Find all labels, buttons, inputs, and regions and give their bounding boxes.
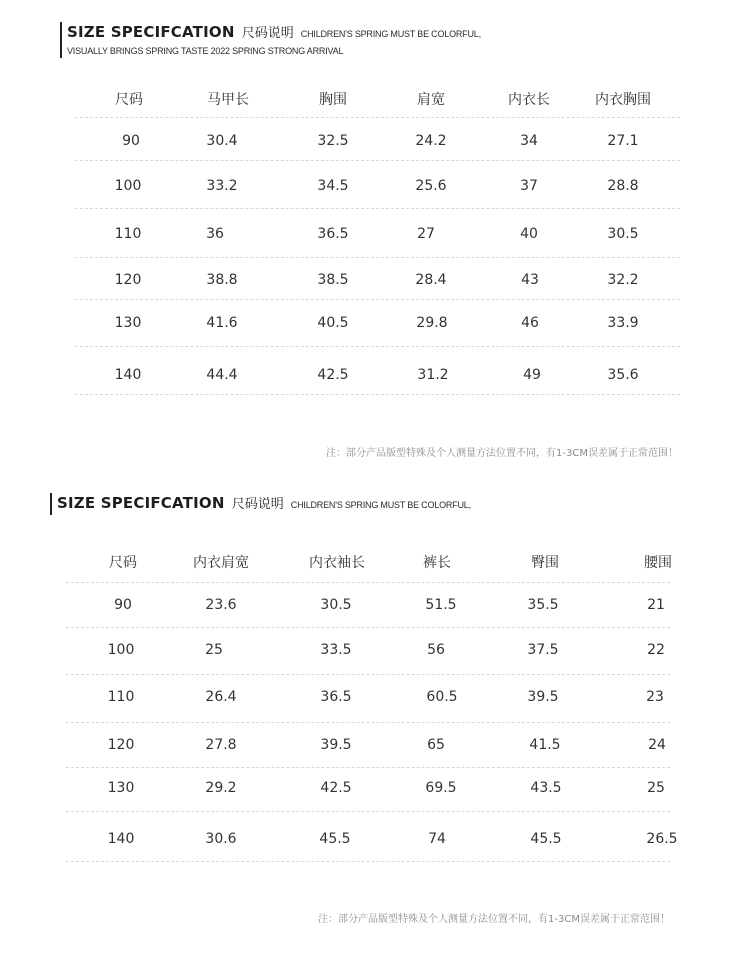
table-header-row xyxy=(0,85,750,115)
table-cell: 29.8 xyxy=(416,315,448,331)
table-cell: 25 xyxy=(205,642,223,658)
row-divider xyxy=(66,811,670,812)
table-cell: 28.4 xyxy=(415,272,447,288)
table-cell: 21 xyxy=(647,597,665,613)
table-cell: 44.4 xyxy=(206,367,238,383)
row-divider xyxy=(66,722,670,723)
table-cell: 25 xyxy=(647,780,665,796)
table-cell: 100 xyxy=(114,178,142,194)
size-table-1-section xyxy=(0,0,750,470)
table-row xyxy=(0,824,750,854)
header-line-1 xyxy=(67,22,481,44)
row-divider xyxy=(75,394,680,395)
table-cell: 43.5 xyxy=(530,780,562,796)
table-row xyxy=(0,635,750,665)
table-cell: 35.5 xyxy=(527,597,559,613)
column-header: 内衣袖长 xyxy=(309,555,365,571)
table-cell: 40 xyxy=(520,226,538,242)
table-cell: 33.2 xyxy=(206,178,238,194)
row-divider xyxy=(75,299,680,300)
table-cell: 26.4 xyxy=(205,689,237,705)
table-cell: 90 xyxy=(114,597,132,613)
header-subtitle-2: VISUALLY BRINGS SPRING TASTE 2022 SPRING STRONG ARRIVAL xyxy=(67,46,344,56)
table-cell: 36.5 xyxy=(320,689,352,705)
table-cell: 120 xyxy=(114,272,142,288)
table-cell: 23 xyxy=(646,689,664,705)
table-cell: 23.6 xyxy=(205,597,237,613)
table-cell: 30.5 xyxy=(607,226,639,242)
table-cell: 27 xyxy=(417,226,435,242)
row-divider xyxy=(66,767,670,768)
table-cell: 49 xyxy=(523,367,541,383)
column-header: 臀围 xyxy=(531,555,559,571)
table-cell: 31.2 xyxy=(417,367,449,383)
table-cell: 40.5 xyxy=(317,315,349,331)
table-cell: 22 xyxy=(647,642,665,658)
table-row xyxy=(0,730,750,760)
column-header: 胸围 xyxy=(319,92,347,108)
measurement-note: 注：部分产品版型特殊及个人测量方法位置不同，有1-3CM误差属于正常范围！ xyxy=(326,448,678,459)
table-cell: 41.6 xyxy=(206,315,238,331)
table-cell: 140 xyxy=(114,367,142,383)
table-cell: 45.5 xyxy=(319,831,351,847)
header-title-cn: 尺码说明 xyxy=(241,26,294,41)
table-row xyxy=(0,590,750,620)
column-header: 内衣肩宽 xyxy=(193,555,249,571)
header-line-1 xyxy=(57,493,471,515)
table-row xyxy=(0,219,750,249)
table-cell: 46 xyxy=(521,315,539,331)
table-cell: 30.4 xyxy=(206,133,238,149)
row-divider xyxy=(75,346,680,347)
table-cell: 35.6 xyxy=(607,367,639,383)
row-divider xyxy=(75,257,680,258)
column-header: 马甲长 xyxy=(207,92,249,108)
table-row xyxy=(0,360,750,390)
table-cell: 43 xyxy=(521,272,539,288)
header-title-cn: 尺码说明 xyxy=(231,497,284,512)
table-cell: 38.5 xyxy=(317,272,349,288)
table-row xyxy=(0,682,750,712)
column-header: 尺码 xyxy=(109,555,137,571)
table-cell: 90 xyxy=(122,133,140,149)
table-cell: 69.5 xyxy=(425,780,457,796)
table-cell: 28.8 xyxy=(607,178,639,194)
table-cell: 140 xyxy=(107,831,135,847)
table-cell: 34.5 xyxy=(317,178,349,194)
table-cell: 30.5 xyxy=(320,597,352,613)
table-cell: 100 xyxy=(107,642,135,658)
table-cell: 32.5 xyxy=(317,133,349,149)
size-table-2-section xyxy=(0,480,750,966)
table-cell: 120 xyxy=(107,737,135,753)
column-header: 裤长 xyxy=(423,555,451,571)
table-cell: 74 xyxy=(428,831,446,847)
row-divider xyxy=(75,160,680,161)
table-cell: 56 xyxy=(427,642,445,658)
row-divider xyxy=(66,861,670,862)
table-cell: 33.5 xyxy=(320,642,352,658)
column-header: 肩宽 xyxy=(417,92,445,108)
table-row xyxy=(0,171,750,201)
table-row xyxy=(0,265,750,295)
table-cell: 26.5 xyxy=(646,831,678,847)
column-header: 尺码 xyxy=(115,92,143,108)
table-cell: 39.5 xyxy=(527,689,559,705)
table-cell: 37.5 xyxy=(527,642,559,658)
table-header-row xyxy=(0,548,750,578)
table-cell: 27.8 xyxy=(205,737,237,753)
table-cell: 32.2 xyxy=(607,272,639,288)
table-cell: 130 xyxy=(107,780,135,796)
header-title: SIZE SPECIFCATION xyxy=(57,494,225,512)
row-divider xyxy=(66,582,670,583)
row-divider xyxy=(66,674,670,675)
table-row xyxy=(0,308,750,338)
table-cell: 41.5 xyxy=(529,737,561,753)
header-subtitle: CHILDREN'S SPRING MUST BE COLORFUL, xyxy=(300,29,481,39)
table-cell: 24.2 xyxy=(415,133,447,149)
row-divider xyxy=(66,627,670,628)
table-cell: 38.8 xyxy=(206,272,238,288)
measurement-note: 注：部分产品版型特殊及个人测量方法位置不同，有1-3CM误差属于正常范围！ xyxy=(318,914,670,925)
table-cell: 34 xyxy=(520,133,538,149)
table-cell: 39.5 xyxy=(320,737,352,753)
size-table-2-header xyxy=(50,493,471,515)
table-cell: 27.1 xyxy=(607,133,639,149)
size-table-1-header xyxy=(60,22,481,58)
table-cell: 36.5 xyxy=(317,226,349,242)
table-cell: 36 xyxy=(206,226,224,242)
table-cell: 33.9 xyxy=(607,315,639,331)
header-subtitle: CHILDREN'S SPRING MUST BE COLORFUL, xyxy=(290,500,471,510)
header-title: SIZE SPECIFCATION xyxy=(67,23,235,41)
table-cell: 37 xyxy=(520,178,538,194)
table-cell: 25.6 xyxy=(415,178,447,194)
column-header: 内衣长 xyxy=(508,92,550,108)
table-cell: 65 xyxy=(427,737,445,753)
table-cell: 51.5 xyxy=(425,597,457,613)
table-cell: 110 xyxy=(107,689,135,705)
table-cell: 29.2 xyxy=(205,780,237,796)
table-cell: 24 xyxy=(648,737,666,753)
table-cell: 42.5 xyxy=(320,780,352,796)
table-cell: 110 xyxy=(114,226,142,242)
table-row xyxy=(0,126,750,156)
table-cell: 130 xyxy=(114,315,142,331)
table-row xyxy=(0,773,750,803)
row-divider xyxy=(75,208,680,209)
row-divider xyxy=(75,117,680,118)
table-cell: 42.5 xyxy=(317,367,349,383)
table-cell: 45.5 xyxy=(530,831,562,847)
column-header: 内衣胸围 xyxy=(595,92,651,108)
column-header: 腰围 xyxy=(644,555,672,571)
table-cell: 60.5 xyxy=(426,689,458,705)
table-cell: 30.6 xyxy=(205,831,237,847)
